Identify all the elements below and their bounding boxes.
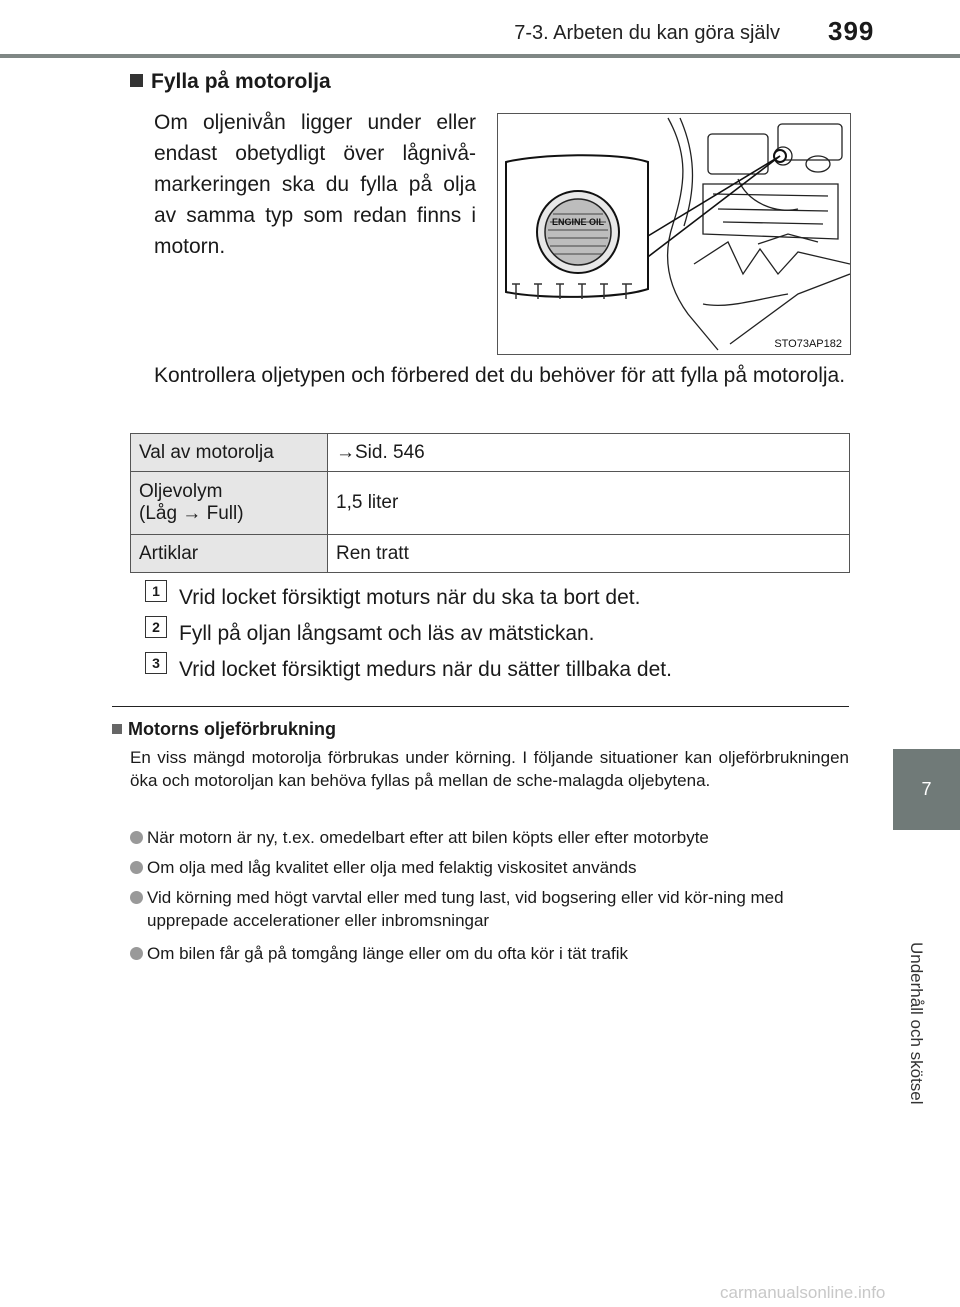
step-item [145, 655, 672, 682]
bullet-icon [130, 947, 143, 960]
step-item [145, 619, 595, 646]
list-item-text: Om bilen får gå på tomgång länge eller om du ofta kör i tät trafik [147, 944, 628, 963]
section-heading [130, 70, 331, 94]
square-bullet-icon [130, 74, 143, 87]
header-section-title: 7-3. Arbeten du kan göra själv [514, 22, 780, 44]
step-text: Vrid locket försiktigt medurs när du sätter tillbaka det. [179, 658, 672, 681]
table-row [131, 535, 850, 573]
watermark: carmanualsonline.info [720, 1283, 886, 1302]
table-row [131, 472, 850, 535]
step-item [145, 583, 641, 610]
bullet-icon [130, 891, 143, 904]
chapter-title: Underhåll och skötsel [907, 942, 926, 1105]
table-key: Artiklar [131, 535, 328, 573]
subsection-heading [112, 719, 336, 740]
header-rule [0, 54, 960, 58]
chapter-tab: 7 [893, 749, 960, 830]
preparation-paragraph: Kontrollera oljetypen och förbered det du behöver för att fylla på motorolja. [154, 364, 846, 387]
step-number: 2 [145, 616, 167, 638]
step-text: Vrid locket försiktigt moturs när du ska ta bort det. [179, 586, 641, 609]
engine-bay-illustration [498, 114, 850, 354]
section-divider [112, 706, 849, 707]
table-key: Val av motorolja [131, 434, 328, 472]
table-key [131, 472, 328, 535]
bullet-icon [130, 831, 143, 844]
intro-paragraph: Om oljenivån ligger under eller endast obetydligt över lågnivå-markeringen ska du fylla på olja av samma typ som redan finns i motorn. [154, 111, 476, 258]
figure-code: STO73AP182 [774, 338, 842, 350]
page-number: 399 [828, 16, 875, 46]
step-number: 1 [145, 580, 167, 602]
list-item [130, 886, 850, 932]
consumption-paragraph: En viss mängd motorolja förbrukas under körning. I följande situationer kan oljeförbrukningen öka och motoroljan kan behöva fyllas på mellan de sche-malagda oljebytena. [130, 748, 849, 790]
list-item-text: Vid körning med högt varvtal eller med tung last, vid bogsering eller vid kör-ning med upprepade accelerationer eller inbromsningar [147, 888, 784, 930]
subsection-heading-text: Motorns oljeförbrukning [128, 719, 336, 739]
list-item [130, 826, 850, 849]
square-bullet-icon [112, 724, 122, 734]
list-item-text: Om olja med låg kvalitet eller olja med felaktig viskositet används [147, 858, 637, 877]
table-value: 1,5 liter [328, 472, 850, 535]
table-value: Ren tratt [328, 535, 850, 573]
section-heading-text: Fylla på motorolja [151, 70, 331, 93]
bullet-icon [130, 861, 143, 874]
oil-cap-label: ENGINE OIL [551, 217, 605, 227]
table-key-line2: (Låg → Full) [139, 503, 244, 524]
list-item [130, 856, 850, 879]
table-value: →Sid. 546 [328, 434, 850, 472]
table-key-line1: Oljevolym [139, 481, 223, 502]
table-row [131, 434, 850, 472]
list-item [130, 942, 850, 965]
step-text: Fyll på oljan långsamt och läs av mätstickan. [179, 622, 595, 645]
list-item-text: När motorn är ny, t.ex. omedelbart efter att bilen köpts eller efter motorbyte [147, 828, 709, 847]
engine-oil-cap-figure [497, 113, 851, 355]
oil-spec-table [130, 433, 850, 573]
step-number: 3 [145, 652, 167, 674]
